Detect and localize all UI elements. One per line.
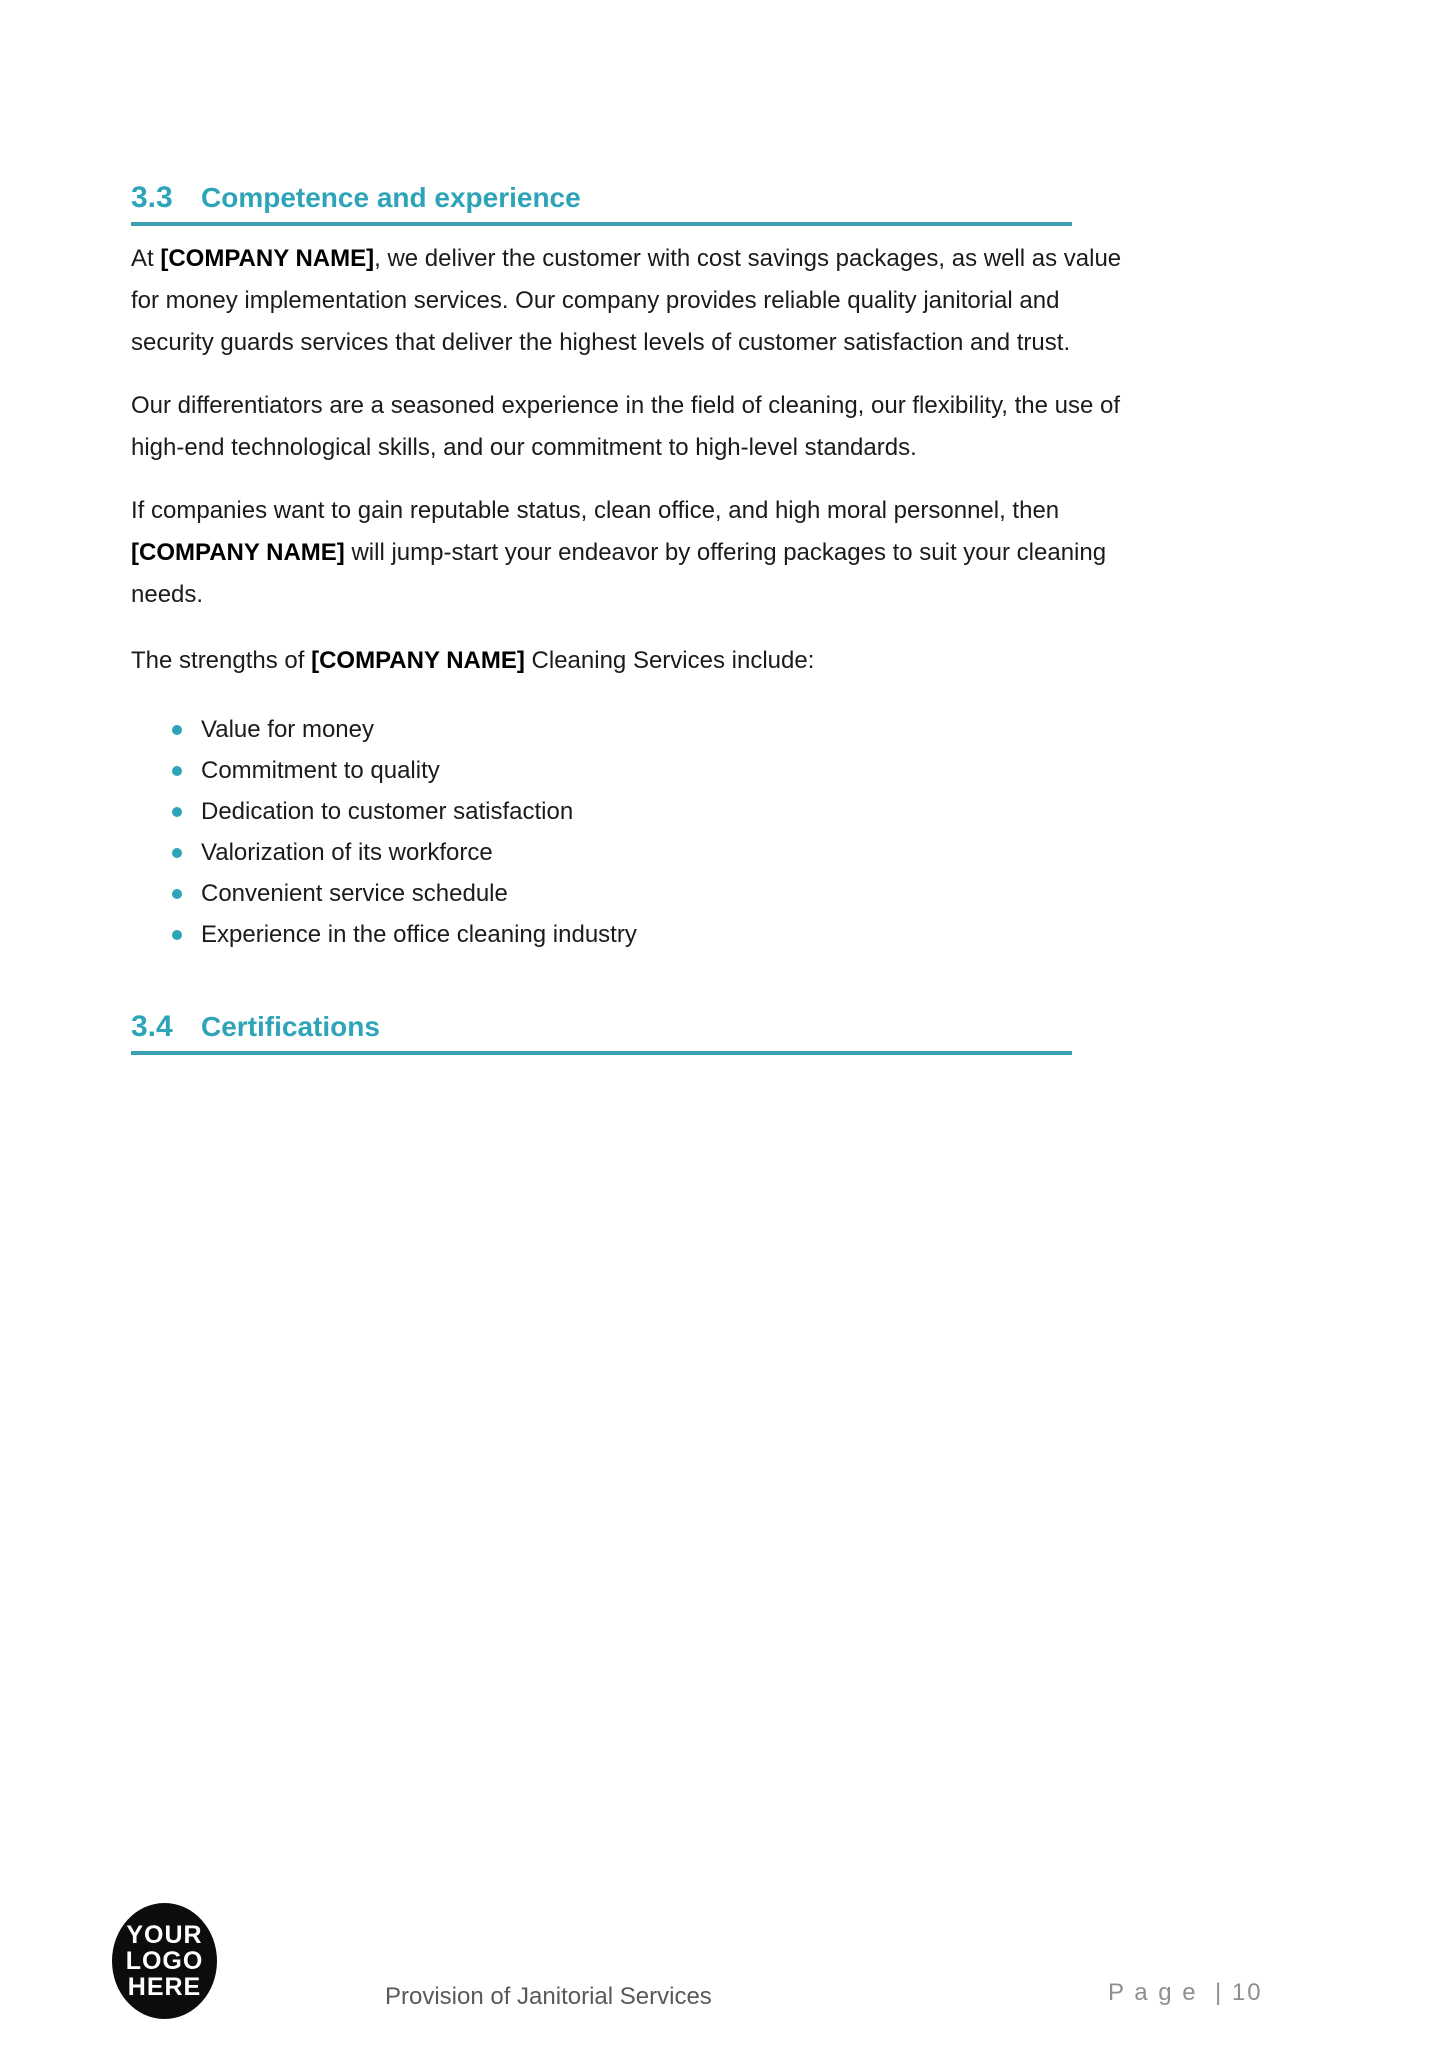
list-item [131, 750, 1141, 791]
bullet-icon [172, 725, 182, 735]
list-item [131, 709, 1141, 750]
logo-line: YOUR [126, 1921, 203, 1949]
list-item [131, 832, 1141, 873]
bullet-icon [172, 889, 182, 899]
list-item [131, 914, 1141, 955]
paragraph-strengths-intro: The strengths of [COMPANY NAME] Cleaning Services include: [131, 647, 815, 674]
list-item-label: Convenient service schedule [201, 880, 508, 907]
logo-line: LOGO [125, 1947, 204, 1975]
placeholder-logo [112, 1903, 217, 2019]
list-item-label: Dedication to customer satisfaction [201, 798, 574, 825]
section-title: Competence and experience [201, 182, 581, 213]
section-heading-3-4 [131, 1008, 1072, 1055]
paragraph-reputable-status: If companies want to gain reputable status, clean office, and high moral personnel, then [COMPANY NAME] will jump-start your endeavor by offering packages to suit your cleaning needs. [131, 497, 1107, 608]
section-title: Certifications [201, 1011, 380, 1042]
bullet-icon [172, 930, 182, 940]
bullet-icon [172, 766, 182, 776]
list-item [131, 873, 1141, 914]
list-item [131, 791, 1141, 832]
logo-line: HERE [127, 1973, 202, 2001]
section-heading-3-3 [131, 179, 1072, 226]
list-item-label: Experience in the office cleaning industry [201, 921, 637, 948]
bullet-icon [172, 807, 182, 817]
strengths-list [131, 709, 1141, 955]
section-number: 3.3 [131, 181, 173, 214]
paragraph-competence-1: At [COMPANY NAME], we deliver the customer with cost savings packages, as well as value for money implementation services. Our company provides reliable quality janitorial and security guards services that deliver the highest levels of customer satisfaction and trust. [131, 245, 1122, 356]
page-content [131, 179, 1141, 1055]
list-item-label: Valorization of its workforce [201, 839, 493, 866]
paragraph-differentiators: Our differentiators are a seasoned experience in the field of cleaning, our flexibility, the use of high-end technological skills, and our commitment to high-level standards. [131, 392, 1121, 461]
footer-document-title: Provision of Janitorial Services [385, 1983, 712, 2010]
list-item-label: Value for money [201, 716, 374, 743]
section-number: 3.4 [131, 1010, 173, 1043]
list-item-label: Commitment to quality [201, 757, 440, 784]
bullet-icon [172, 848, 182, 858]
footer-page-number: P a g e | 10 [1108, 1979, 1263, 2006]
